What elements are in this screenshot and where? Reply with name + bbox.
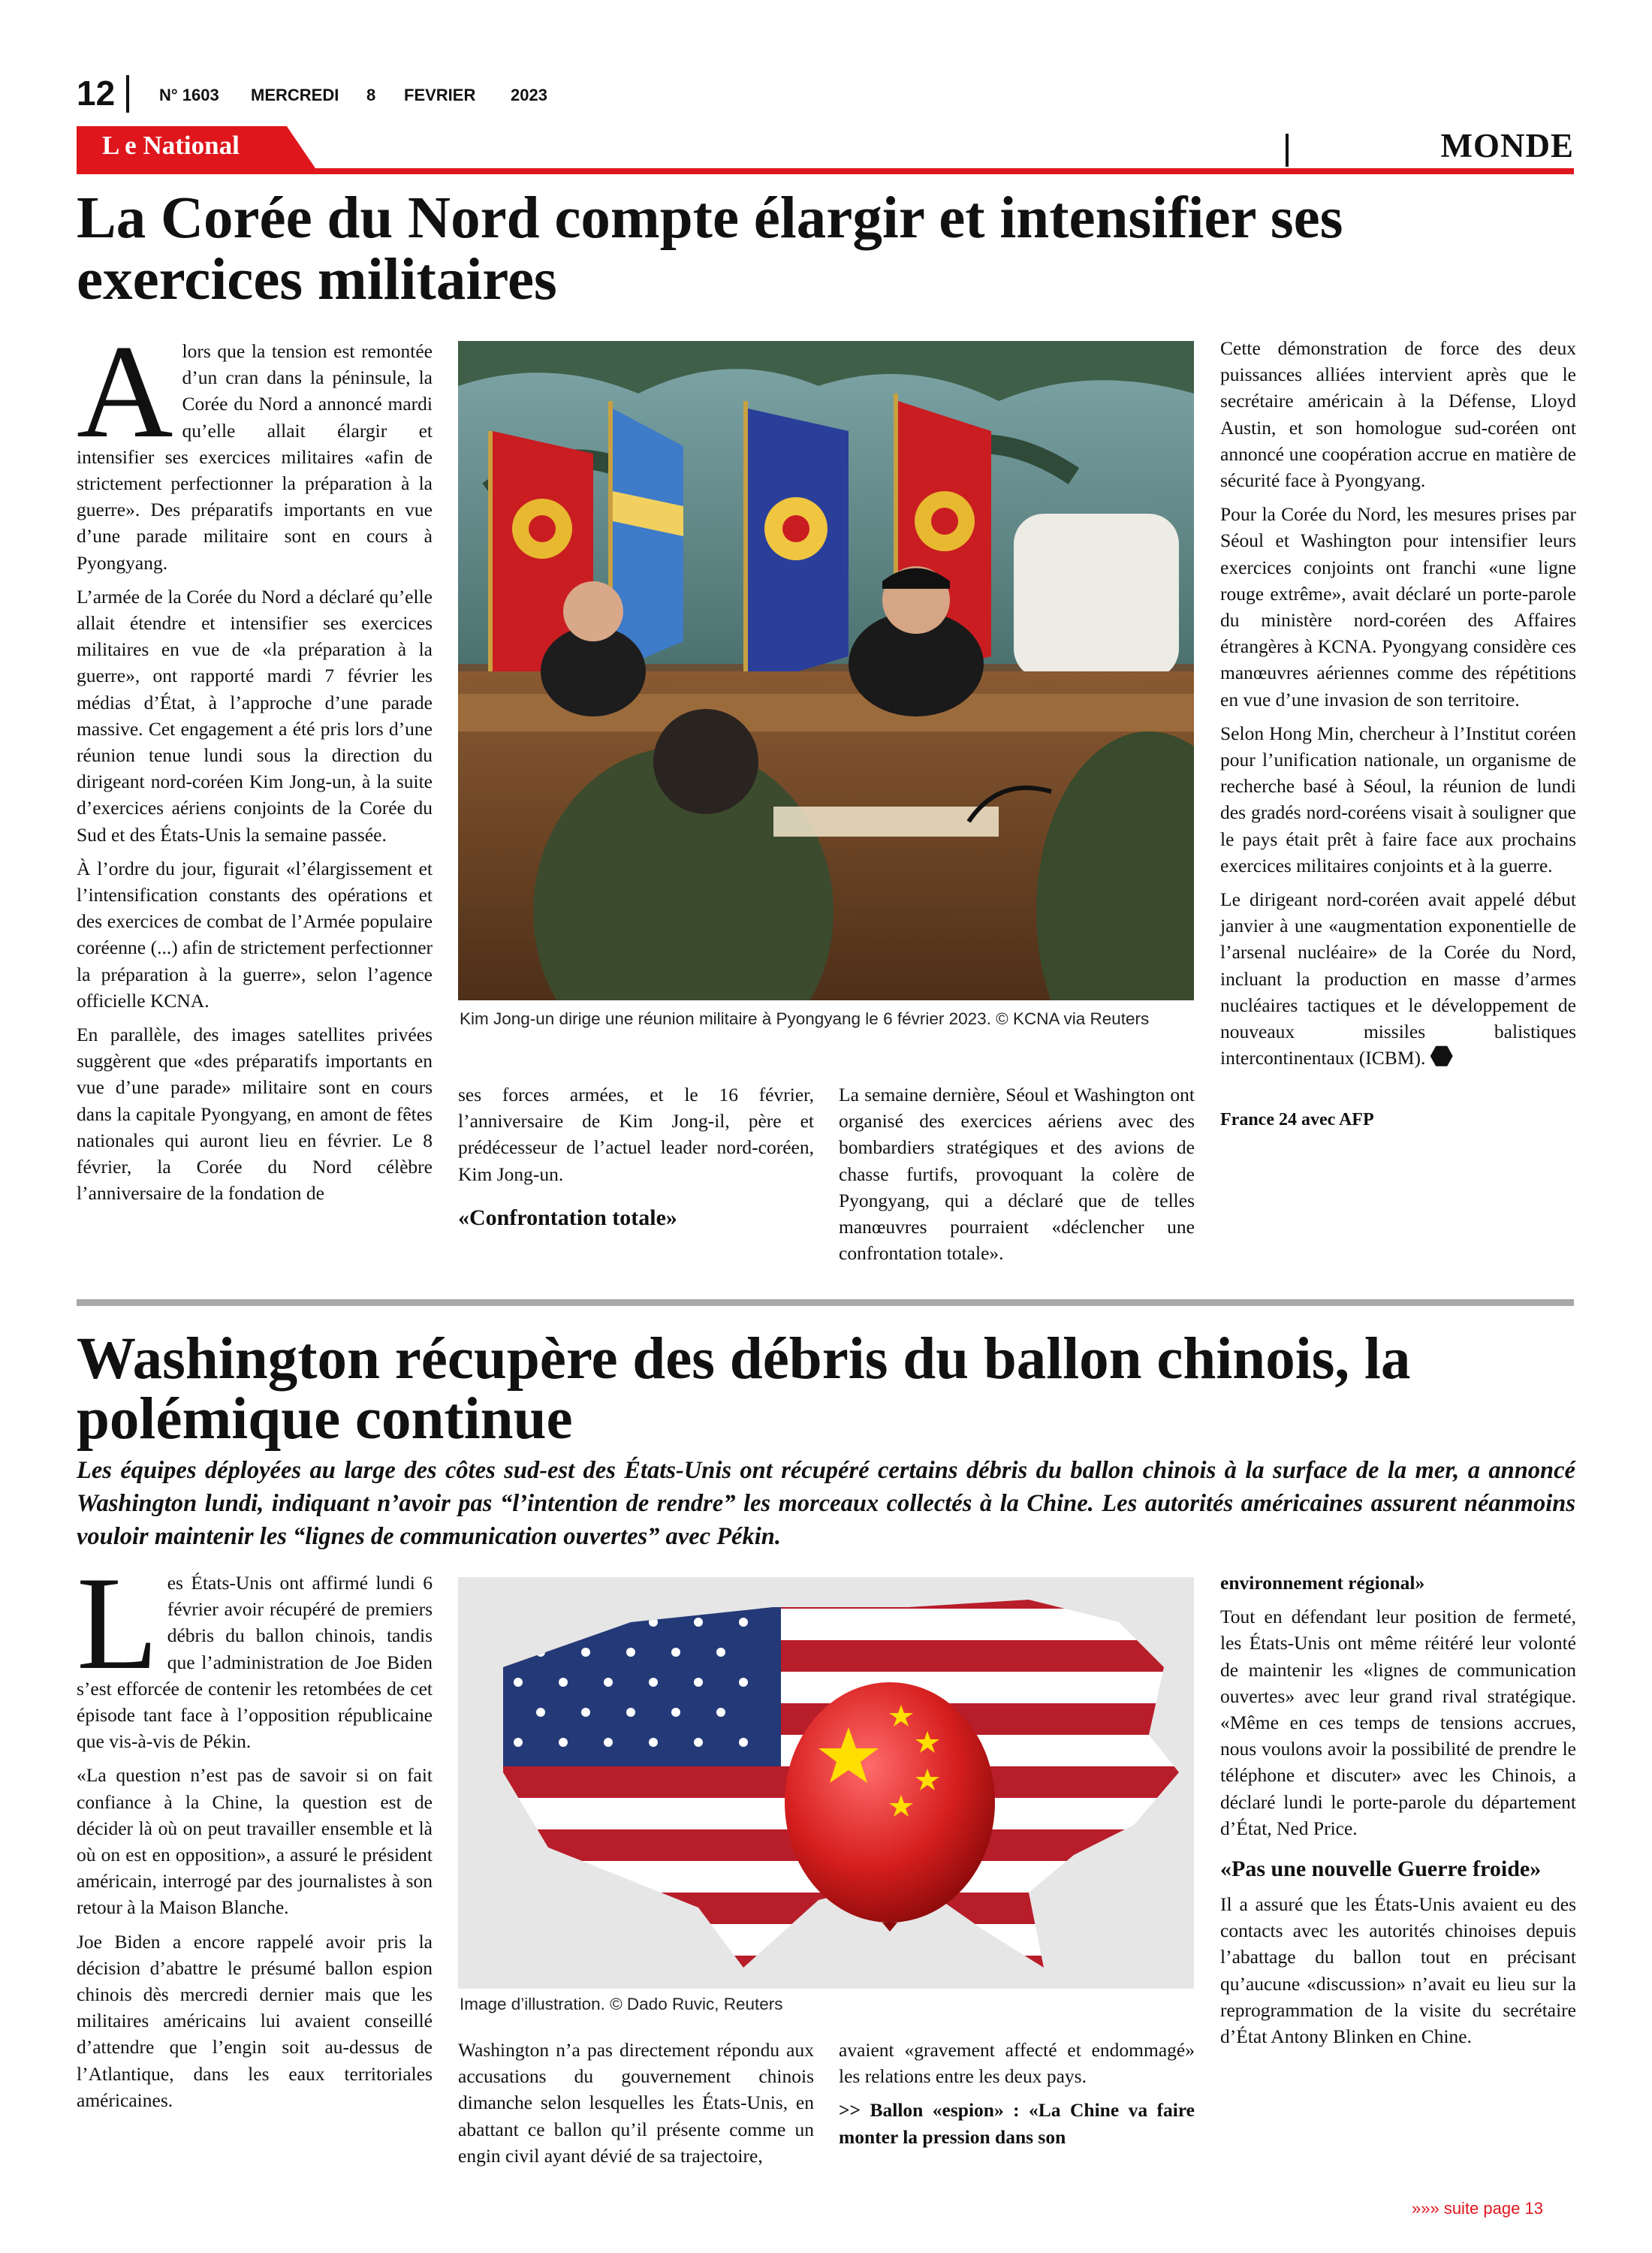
section-divider	[1286, 134, 1289, 167]
issue-day: MERCREDI	[251, 86, 339, 104]
article2-col4-paragraph-2: Il a assuré que les États-Unis avaient eu des contacts avec les autorités chinoises depuis l’abattage du ballon tout en précisant qu’aucune «discussion» n’avait eu lieu sur la reprogrammation de la visite du secrétaire d’État Antony Blinken en Chine.	[1220, 1893, 1576, 2048]
article1-paragraph-4: En parallèle, des images satellites privées suggèrent que «des préparatifs importants en vue d’une parade» militaire sont en cours dans la capitale Pyongyang, en amont de fêtes nationales qui auront lieu en février. Le 8 février, la Corée du Nord célèbre l’anniversaire de la fondation de	[77, 1024, 433, 1205]
kim-meeting-photo	[458, 341, 1194, 1000]
section-name: MONDE	[1440, 127, 1574, 164]
article2-dropcap: L	[77, 1549, 158, 1697]
article2-col4-paragraph-1: Tout en défendant leur position de fermeté, les États-Unis ont même réitéré leur volonté de maintenir les «lignes de communication ouvertes» avec leur grand rival stratégique. «Même en ces temps de tensions accrues, nous voulons avoir la possibilité de prendre le téléphone et discuter» avec les Chinois, a déclaré lundi le porte-parole du département d’État, Ned Price.	[1220, 1606, 1576, 1839]
article1-column-2-text: ses forces armées, et le 16 février, l’anniversaire de Kim Jong-il, père et prédécesseur de l’actuel leader nord-coréen, Kim Jong-un.	[458, 1084, 814, 1185]
article2-photo-caption: Image d’illustration. © Dado Ruvic, Reuters	[460, 1995, 783, 2013]
issue-number: N° 1603	[159, 86, 219, 104]
article-separator	[77, 1299, 1574, 1306]
article1-column-1	[77, 317, 433, 1214]
article1-dropcap: A	[77, 317, 173, 466]
article2-column-3-text: avaient «gravement affecté et endommagé» les relations entre les deux pays.	[839, 2039, 1195, 2088]
article1-col4-paragraph-3: Selon Hong Min, chercheur à l’Institut coréen pour l’unification nationale, un organisme de recherche basé à Séoul, la réunion de lundi des gradés nord-coréens visait à souligner que le pays était prêt à faire face aux prochains exercices militaires conjoints et à la guerre.	[1220, 722, 1576, 876]
continued-link[interactable]: »»» suite page 13	[1412, 2199, 1543, 2218]
article2-lede: Les équipes déployées au large des côtes sud-est des États-Unis ont récupéré certains débris du ballon chinois à la surface de la mer, a annoncé Washington lundi, indiquant n’avoir pas “l’intention de rendre” les morceaux collectés à la Chine. Les autorités américaines assurent néanmoins vouloir maintenir les “lignes de communication ouvertes” avec Pékin.	[77, 1457, 1575, 1550]
issue-month: FEVRIER	[404, 86, 476, 104]
header-divider	[126, 75, 129, 113]
article1-paragraph-1: lors que la tension est remontée d’un cran dans la péninsule, la Corée du Nord a annoncé mardi qu’elle allait élargir et intensifier ses exercices militaires «afin de strictement perfectionner la préparation à la guerre». Des préparatifs importants en vue d’une parade militaire sont en cours à Pyongyang.	[77, 340, 433, 574]
article2-col4-subhead-end: environnement régional»	[1220, 1572, 1425, 1594]
article2-column-2-text: Washington n’a pas directement répondu aux accusations du gouvernement chinois dimanche selon lesquelles les États-Unis, en abattant ce ballon qu’il présente comme un engin civil ayant dévié de sa trajectoire,	[458, 2039, 814, 2167]
article2-column-3-subhead: >> Ballon «espion» : «La Chine va faire monter la pression dans son	[839, 2099, 1195, 2148]
end-mark-icon	[1430, 1045, 1453, 1067]
article2-column-1	[77, 1549, 433, 2121]
issue-date: 8	[366, 86, 376, 104]
article1-subhead: «Confrontation totale»	[458, 1205, 677, 1230]
article1-photo-caption: Kim Jong-un dirige une réunion militaire à Pyongyang le 6 février 2023. © KCNA via Reuters	[460, 1009, 1150, 1028]
article2-paragraph-2: «La question n’est pas de savoir si on fait confiance à la Chine, la question est de décider là où on peut travailler ensemble et là où on est en opposition», a assuré le président américain, interrogé par des journalistes à son retour à la Maison Blanche.	[77, 1764, 433, 1919]
kim-meeting-illustration	[458, 341, 1194, 1000]
article1-column-3-text: La semaine dernière, Séoul et Washington ont organisé des exercices aériens avec des bombardiers stratégiques et des avions de chasse furtifs, provoquant la colère de Pyongyang, qui a déclaré que de telles manœuvres pourraient «déclencher une confrontation totale».	[839, 1084, 1195, 1265]
article2-column-3	[839, 2037, 1195, 2158]
article1-col4-paragraph-2: Pour la Corée du Nord, les mesures prises par Séoul et Washington pour intensifier leurs exercices conjoints ont franchi «une ligne rouge extrême», avait déclaré un porte-parole du ministère nord-coréen des Affaires étrangères à KCNA. Pyongyang considère ces manœuvres aériennes comme des répétitions en vue d’une invasion de son territoire.	[1220, 503, 1576, 710]
article2-column-4	[1220, 1570, 1576, 2057]
article2-paragraph-1: es États-Unis ont affirmé lundi 6 février avoir récupéré de premiers débris du ballon chinois, tandis que l’administration de Joe Biden s’est efforcée de contenir les retombées de cet épisode tant face à l’opposition républicaine que vis-à-vis de Pékin.	[77, 1572, 433, 1753]
article1-paragraph-3: À l’ordre du jour, figurait «l’élargissement et l’intensification constants des opérations et des exercices de combat de l’Armée populaire coréenne (...) afin de strictement perfectionner la préparation à la guerre», selon l’agence officielle KCNA.	[77, 857, 433, 1012]
brand-name: L e National	[102, 131, 240, 160]
page-number: 12	[77, 74, 116, 113]
article1-col4-paragraph-1: Cette démonstration de force des deux puissances alliées intervient après que le secrétaire américain à la Défense, Lloyd Austin, et son homologue sud-coréen ont annoncé une coopération accrue en matière de sécurité face à Pyongyang.	[1220, 337, 1576, 492]
header-rule	[77, 168, 1574, 174]
page-header	[77, 72, 828, 117]
article2-column-2	[458, 2037, 814, 2176]
article2-paragraph-3: Joe Biden a encore rappelé avoir pris la décision d’abattre le présumé ballon espion chinois dès mercredi dernier mais que les militaires américains lui avaient conseillé d’attendre que l’engin soit au-dessus de l’Atlantique, dans les eaux territoriales américaines.	[77, 1930, 433, 2111]
article1-title: La Corée du Nord compte élargir et intensifier ses exercices militaires	[77, 185, 1343, 312]
article1-source: France 24 avec AFP	[1220, 1110, 1374, 1130]
flag-map-balloon-illustration	[458, 1577, 1194, 1989]
article1-column-4	[1220, 335, 1576, 1142]
issue-year: 2023	[511, 86, 547, 104]
article2-col4-subhead: «Pas une nouvelle Guerre froide»	[1220, 1856, 1542, 1882]
article2-title: Washington récupère des débris du ballon chinois, la polémique continue	[77, 1326, 1411, 1452]
balloon-illustration-photo	[458, 1577, 1194, 1989]
article1-column-2	[458, 1081, 814, 1240]
article1-col4-paragraph-4: Le dirigeant nord-coréen avait appelé début janvier à une «augmentation exponentielle de l’arsenal nucléaire» de la Corée du Nord, incluant la production en masse d’armes nucléaires tactiques et le développement de nouveaux missiles balistiques intercontinentaux (ICBM).	[1220, 888, 1576, 1069]
article1-column-3	[839, 1081, 1195, 1274]
article1-paragraph-2: L’armée de la Corée du Nord a déclaré qu’elle allait étendre et intensifier ses exercices militaires en vue de «la préparation à la guerre», ont rapporté mardi 7 février les médias d’État, à l’approche d’une parade massive. Cet engagement a été pris lors d’une réunion tenue lundi sous la direction du dirigeant nord-coréen Kim Jong-un, à la suite d’exercices aériens conjoints de la Corée du Sud et des États-Unis la semaine passée.	[77, 585, 433, 846]
